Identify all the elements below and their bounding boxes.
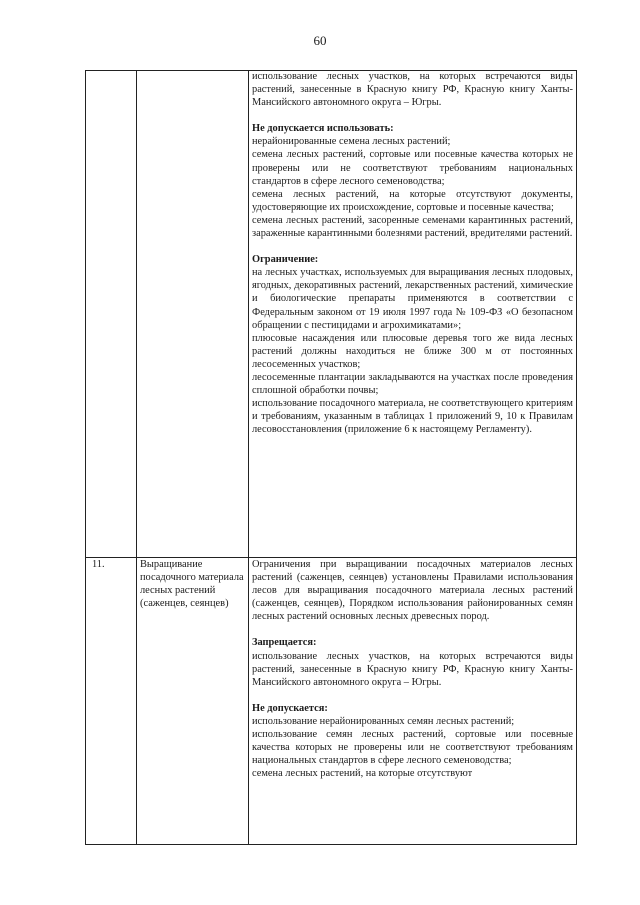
cell-name-empty (137, 71, 249, 558)
paragraph-gap (252, 623, 573, 636)
paragraph: лесосеменные плантации закладываются на участках после проведения сплошной обработки почвы; (252, 371, 573, 397)
page-number: 60 (313, 33, 327, 48)
paragraph: использование лесных участков, на которых встречаются виды растений, занесенные в Красную книгу РФ, Красную книгу Ханты-Мансийского автономного округа – Югры. (252, 650, 573, 688)
section-heading: Ограничение: (252, 254, 319, 266)
cell-name: Выращивание посадочного материала лесных растений (саженцев, сеянцев) (137, 558, 249, 845)
paragraph: плюсовые насаждения или плюсовые деревья того же вида лесных растений должны находиться не ближе 300 м от постоянных лесосеменных участков; (252, 332, 573, 370)
content-lines (252, 70, 573, 436)
cell-number-empty (86, 71, 137, 558)
regulation-table (85, 70, 577, 845)
paragraph: семена лесных растений, засоренные семенами карантинных растений, зараженные карантинными болезнями растений, вредителями растений. (252, 214, 573, 240)
cell-content (249, 558, 577, 845)
paragraph: на лесных участках, используемых для выращивания лесных плодовых, ягодных, декоративных растений, лекарственных растений, химические и биологические препараты применяются в соответствии с Федеральным законом от 19 июля 1997 года № 109-ФЗ «О безопасном обращении с пестицидами и агрохимикатами»; (252, 267, 573, 331)
paragraph: нерайонированные семена лесных растений; (252, 136, 451, 148)
paragraph-gap (252, 689, 573, 702)
paragraph-gap (252, 109, 573, 122)
section-heading: Запрещается: (252, 637, 317, 649)
paragraph: семена лесных растений, сортовые или посевные качества которых не проверены или не соответствуют требованиям национальных стандартов в сфере лесного семеноводства; (252, 149, 573, 187)
paragraph: использование нерайонированных семян лесных растений; (252, 715, 515, 727)
table-row-continued (86, 71, 577, 558)
content-lines (252, 558, 573, 780)
paragraph: семена лесных растений, на которые отсутствуют (252, 768, 473, 780)
cell-content (249, 71, 577, 558)
paragraph: использование лесных участков, на которых встречаются виды растений, занесенные в Красную книгу РФ, Красную книгу Ханты-Мансийского автономного округа – Югры. (252, 71, 573, 109)
cell-number: 11. (86, 558, 137, 845)
paragraph: семена лесных растений, на которые отсутствуют документы, удостоверяющие их происхождение, сортовые и посевные качества; (252, 188, 573, 213)
table-row-11 (86, 558, 577, 845)
paragraph: Ограничения при выращивании посадочных материалов лесных растений (саженцев, сеянцев) установлены Правилами использования лесов для выращивания посадочного материала лесных растений (саженцев, сеянцев), Порядком использования районированных семян лесных растений основных лесных древесных пород. (252, 559, 573, 623)
section-heading: Не допускается использовать: (252, 123, 394, 135)
paragraph: использование семян лесных растений, сортовые или посевные качества которых не проверены или не соответствуют требованиям национальных стандартов в сфере лесного семеноводства; (252, 729, 573, 767)
section-heading: Не допускается: (252, 702, 328, 714)
paragraph: использование посадочного материала, не соответствующего критериям и требованиям, указанным в таблицах 1 приложений 9, 10 к Правилам лесовосстановления (приложение 6 к настоящему Регламенту). (252, 398, 573, 436)
paragraph-gap (252, 240, 573, 253)
